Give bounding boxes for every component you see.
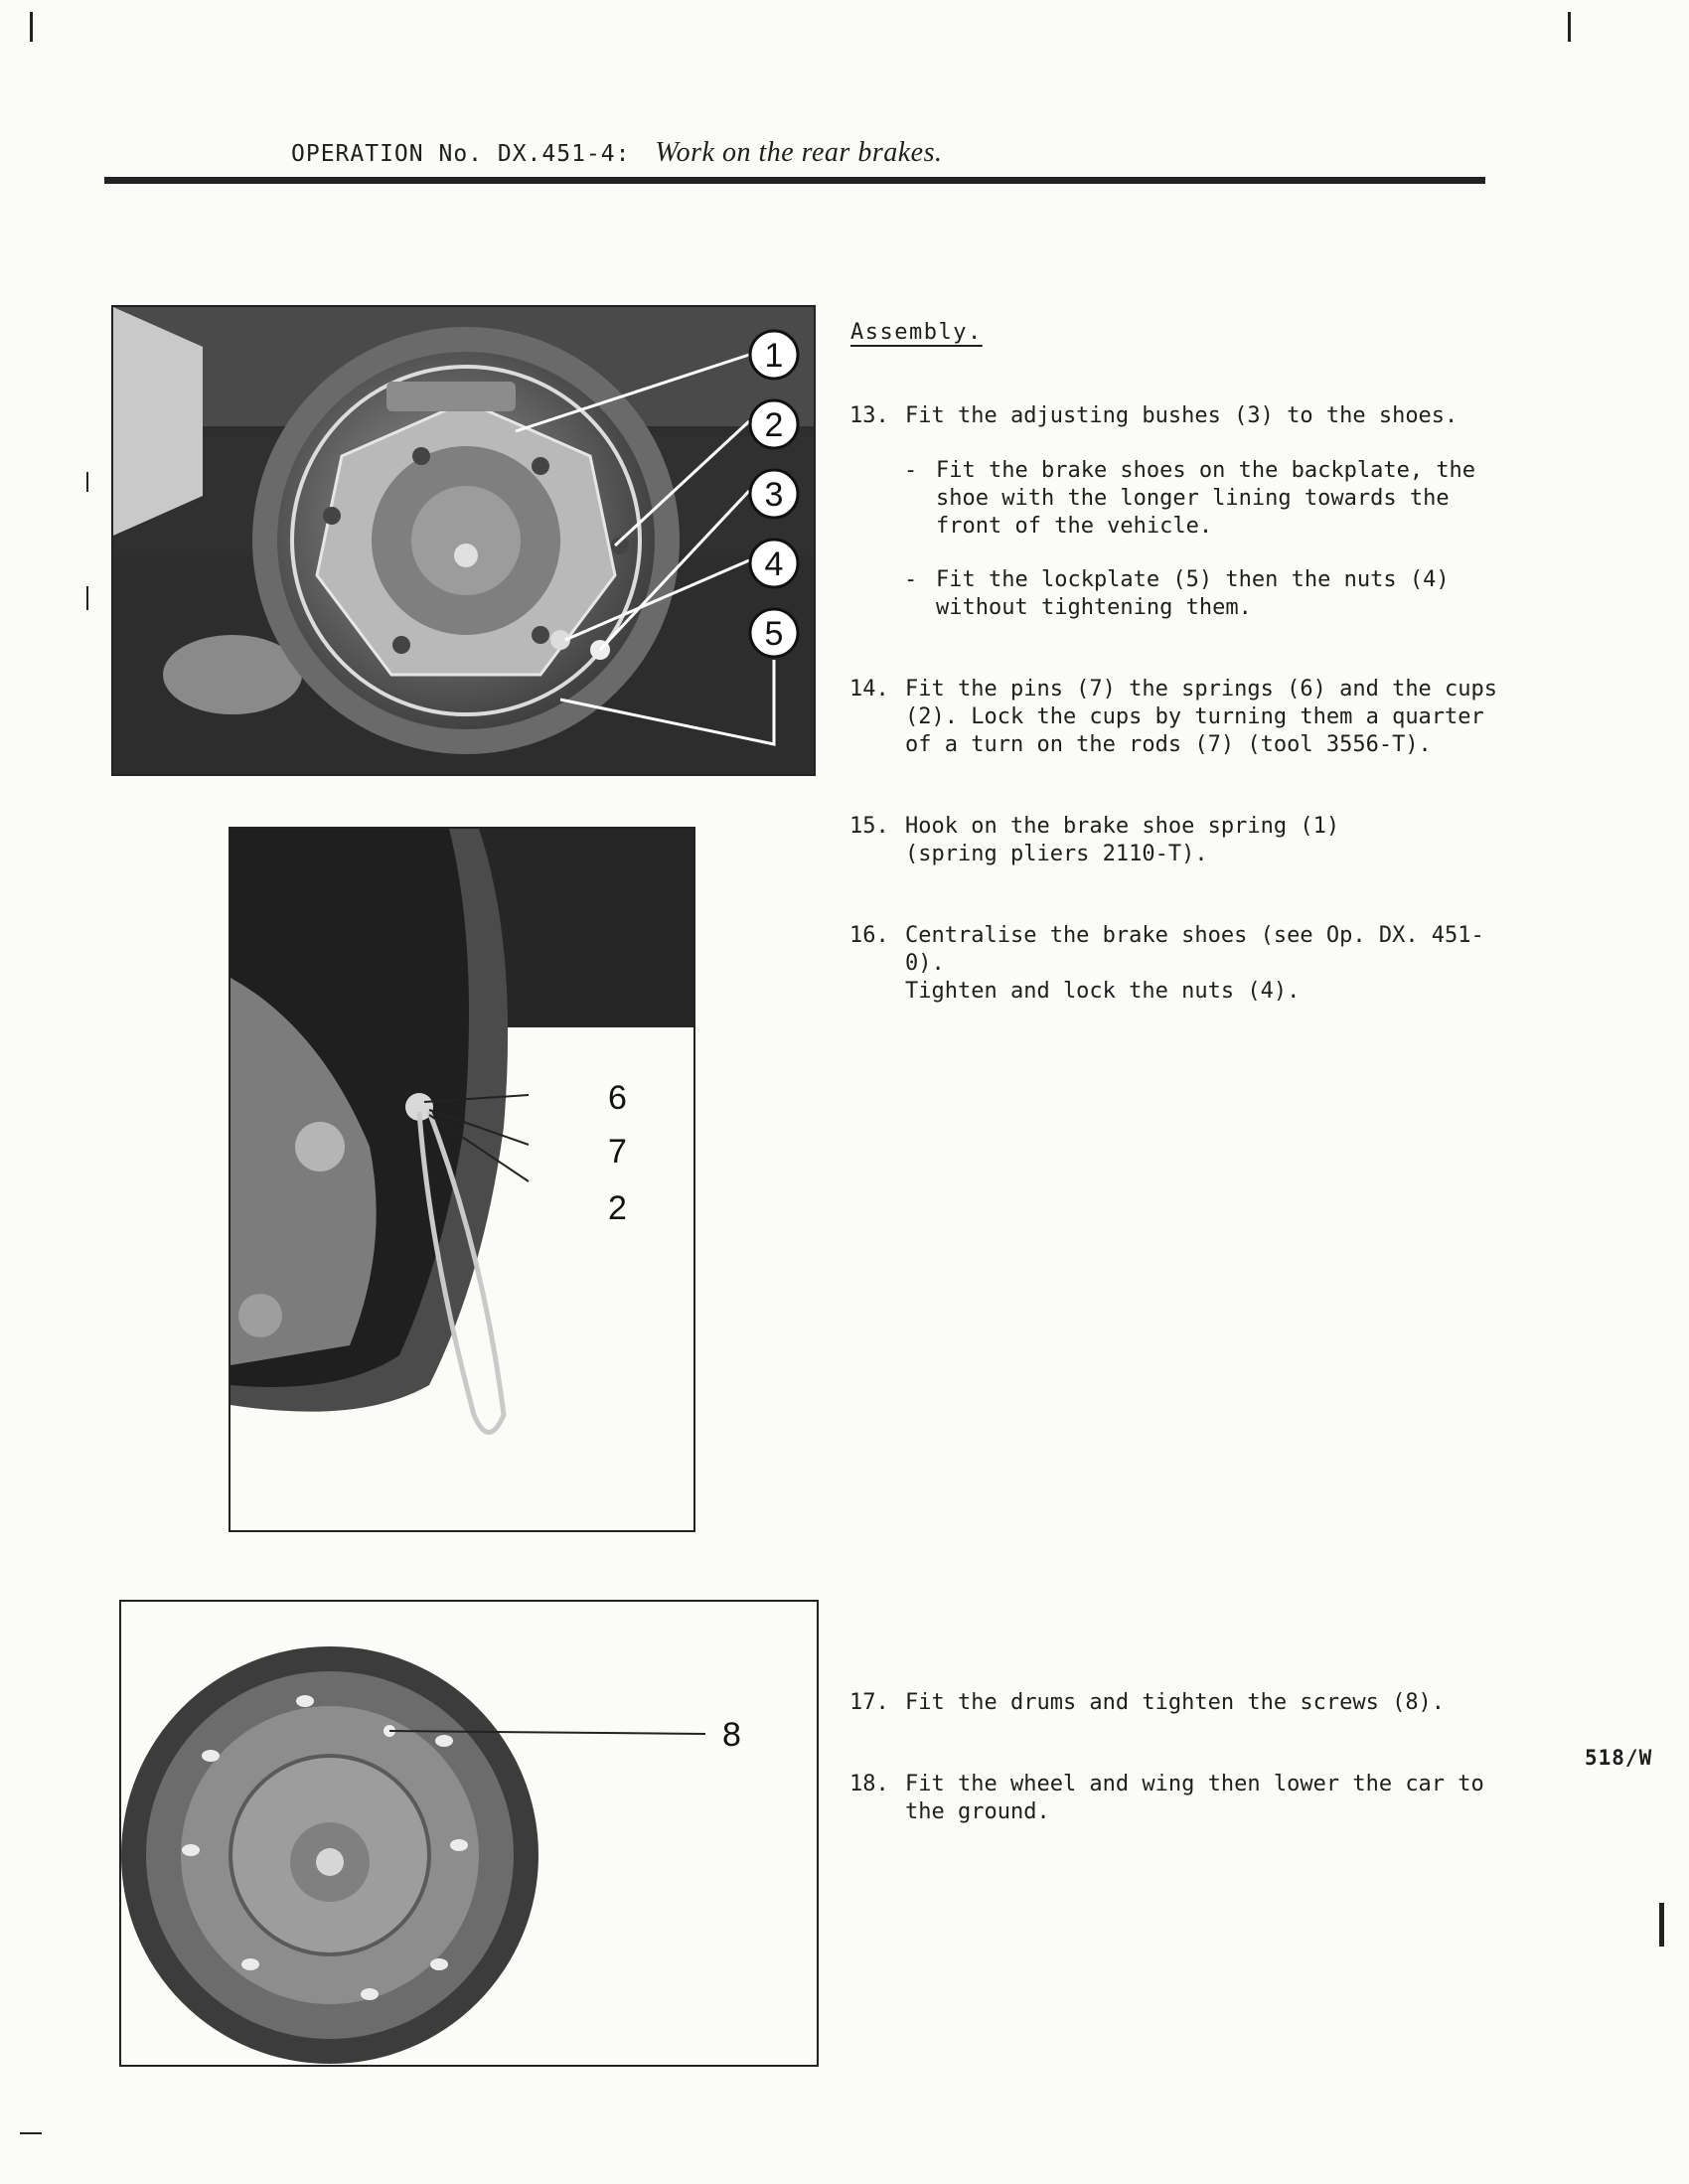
step-text: Centralise the brake shoes (see Op. DX. 451-0). bbox=[905, 923, 1484, 976]
figure-shoe-spring bbox=[229, 827, 695, 1532]
figure-backplate bbox=[111, 305, 816, 776]
section-heading: Assembly. bbox=[850, 320, 983, 345]
callout-5-label: 5 bbox=[764, 615, 784, 653]
substep-text: Fit the brake shoes on the backplate, the shoe with the longer lining towards the front of the vehicle. bbox=[936, 458, 1476, 539]
shoe-spring-photo bbox=[230, 829, 693, 1530]
backplate-photo bbox=[113, 307, 814, 774]
substep-dash: - bbox=[904, 567, 918, 592]
step-text: Hook on the brake shoe spring (1) (spring pliers 2110-T). bbox=[905, 814, 1340, 866]
step-text: Fit the pins (7) the springs (6) and the cups (2). Lock the cups by turning them a quarter of a turn on the rods (7) (tool 3556-T). bbox=[905, 677, 1498, 757]
operation-title: Work on the rear brakes. bbox=[655, 137, 943, 168]
operation-number: OPERATION No. DX.451-4: bbox=[291, 141, 631, 167]
step-number: 18. bbox=[849, 1772, 889, 1796]
substep-text: Fit the lockplate (5) then the nuts (4) without tightening them. bbox=[936, 567, 1450, 620]
scan-mark bbox=[1659, 1903, 1664, 1947]
scan-mark bbox=[1568, 12, 1571, 42]
callout-2b-label: 2 bbox=[608, 1189, 627, 1227]
callout-8-label: 8 bbox=[722, 1716, 741, 1754]
scan-mark bbox=[20, 2132, 42, 2134]
step-text: Fit the adjusting bushes (3) to the shoes. bbox=[905, 403, 1459, 428]
drum-photo bbox=[121, 1602, 817, 2065]
step-number: 16. bbox=[849, 923, 889, 948]
callout-4-label: 4 bbox=[764, 546, 784, 583]
callout-7-label: 7 bbox=[608, 1133, 627, 1170]
step-number: 15. bbox=[849, 814, 889, 839]
step-number: 14. bbox=[849, 677, 889, 702]
callout-2-label: 2 bbox=[764, 406, 784, 444]
header-rule bbox=[104, 177, 1485, 184]
step-text: Tighten and lock the nuts (4). bbox=[905, 979, 1301, 1004]
step-text: Fit the drums and tighten the screws (8). bbox=[905, 1690, 1446, 1715]
callout-3-label: 3 bbox=[764, 476, 784, 514]
figure-drum bbox=[119, 1600, 819, 2067]
scan-mark bbox=[30, 12, 33, 42]
scan-mark bbox=[86, 586, 88, 610]
step-text: Fit the wheel and wing then lower the car to the ground. bbox=[905, 1772, 1484, 1824]
substep-dash: - bbox=[904, 458, 918, 483]
page-header bbox=[291, 137, 942, 169]
step-number: 17. bbox=[849, 1690, 889, 1715]
scan-mark bbox=[86, 472, 88, 492]
callout-1-label: 1 bbox=[764, 337, 784, 375]
callout-6-label: 6 bbox=[608, 1079, 627, 1117]
page-code: 518/W bbox=[1585, 1746, 1653, 1770]
step-number: 13. bbox=[849, 403, 889, 428]
